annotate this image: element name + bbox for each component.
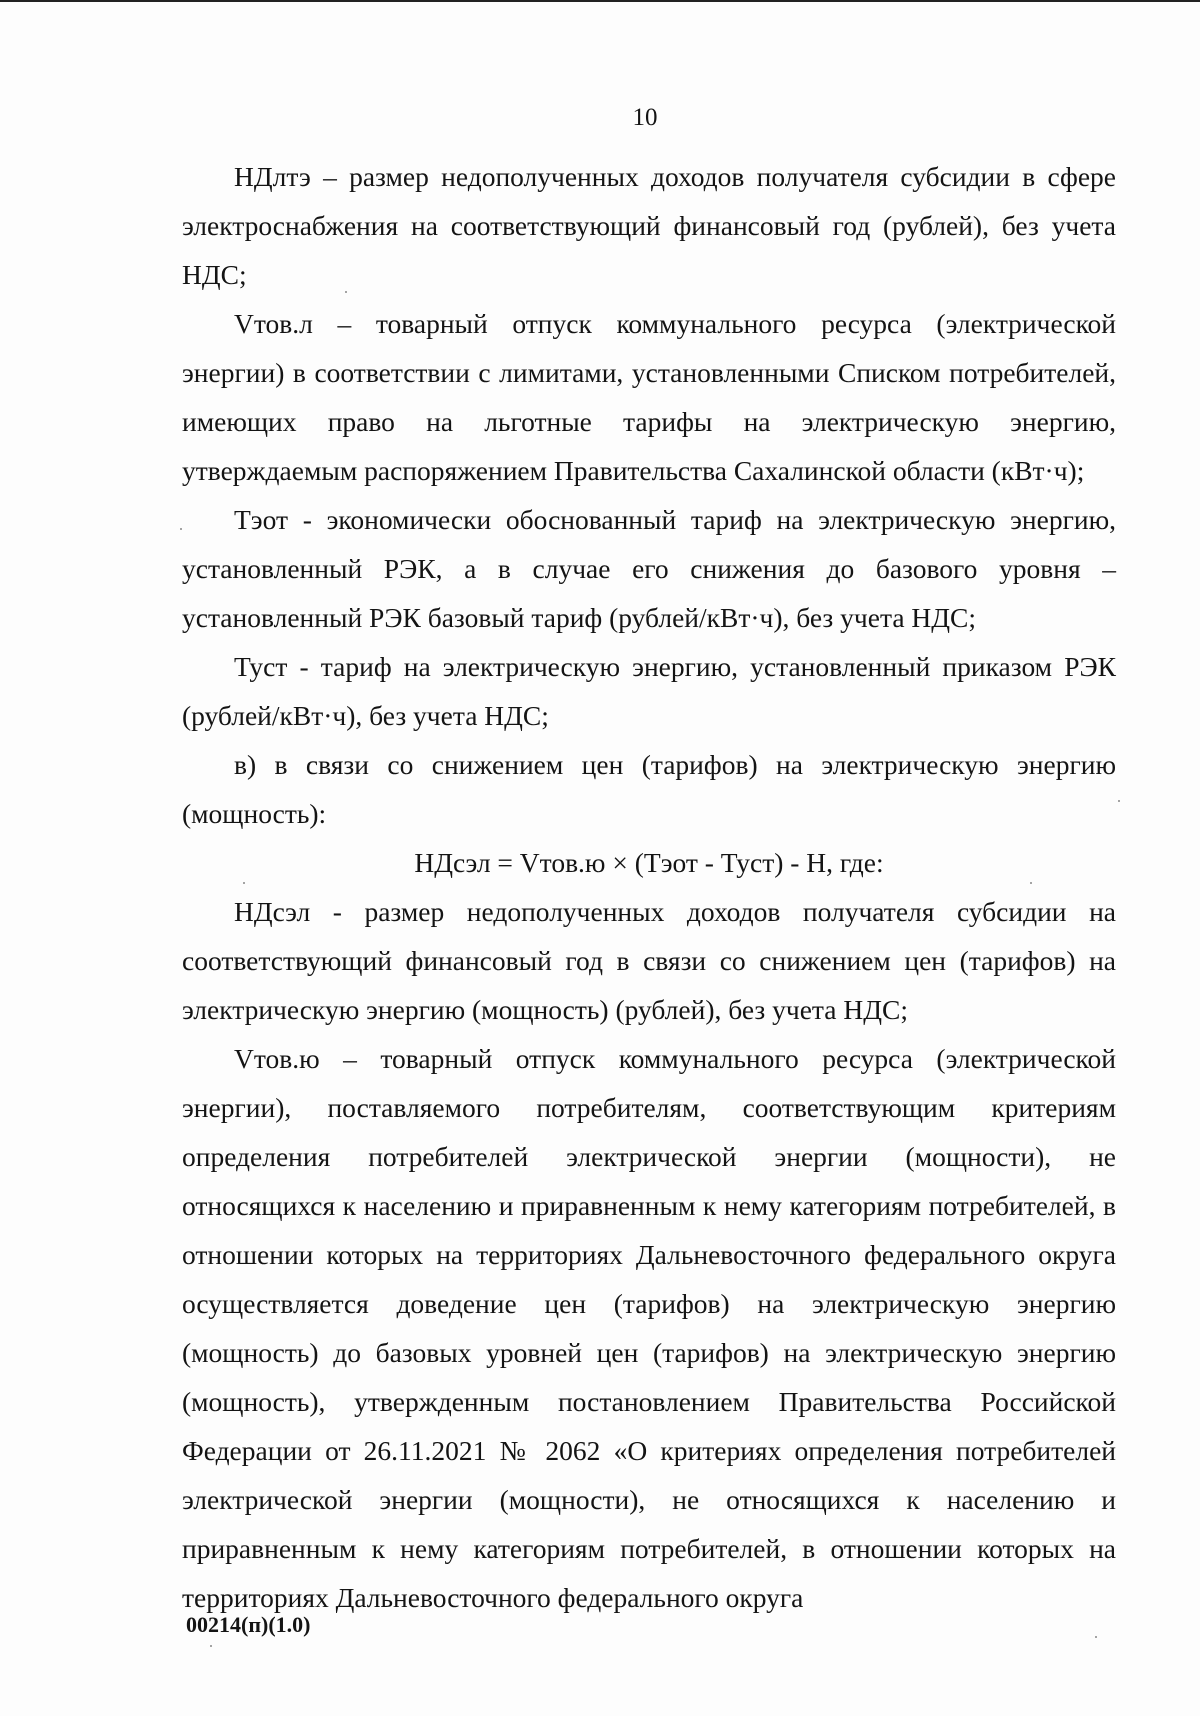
scan-speck xyxy=(180,528,182,530)
scan-speck xyxy=(1030,882,1032,884)
paragraph-teot-definition: Тэот - экономически обоснованный тариф на электрическую энергию, установленный РЭК, а в случае его снижения до базового уровня – установленный РЭК базовый тариф (рублей/кВт·ч), без учета НДС; xyxy=(182,504,1116,633)
paragraph-clause-v: в) в связи со снижением цен (тарифов) на электрическую энергию (мощность): xyxy=(182,749,1116,829)
scan-speck xyxy=(243,882,245,884)
document-code: 00214(п)(1.0) xyxy=(186,1612,311,1637)
paragraph-ndsel-definition: НДсэл - размер недополученных доходов получателя субсидии на соответствующий финансовый год в связи со снижением цен (тарифов) на электрическую энергию (мощность) (рублей), без учета НДС; xyxy=(182,896,1116,1025)
formula-ndsel: НДсэл = Vтов.ю × (Тэот - Туст) - Н, где: xyxy=(414,847,884,878)
scan-speck xyxy=(1095,1636,1097,1638)
paragraph-ndlte-definition: НДлтэ – размер недополученных доходов получателя субсидии в сфере электроснабжения на соответствующий финансовый год (рублей), без учета НДС; xyxy=(182,161,1116,290)
scan-speck xyxy=(210,1645,212,1647)
paragraph-vtov-l-definition: Vтов.л – товарный отпуск коммунального ресурса (электрической энергии) в соответствии с лимитами, установленными Списком потребителей, имеющих право на льготные тарифы на электрическую энергию, утверждаемым распоряжением Правительства Сахалинской области (кВт·ч); xyxy=(182,308,1116,486)
paragraph-tust-definition: Туст - тариф на электрическую энергию, установленный приказом РЭК (рублей/кВт·ч), без учета НДС; xyxy=(182,651,1116,731)
scan-speck xyxy=(345,291,347,293)
paragraph-vtov-yu-definition: Vтов.ю – товарный отпуск коммунального ресурса (электрической энергии), поставляемого потребителям, соответствующим критериям определения потребителей электрической энергии (мощности), не относящихся к населению и приравненным к нему категориям потребителей, в отношении которых на территориях Дальневосточного федерального округа осуществляется доведение цен (тарифов) на электрическую энергию (мощность) до базовых уровней цен (тарифов) на электрическую энергию (мощность), утвержденным постановлением Правительства Российской Федерации от 26.11.2021 № 2062 «О критериях определения потребителей электрической энергии (мощности), не относящихся к населению и приравненным к нему категориям потребителей, в отношении которых на территориях Дальневосточного федерального округа xyxy=(182,1043,1116,1613)
scan-speck xyxy=(1118,800,1120,802)
scan-top-edge xyxy=(0,0,1200,2)
document-body xyxy=(182,152,1116,1622)
page-number: 10 xyxy=(632,104,658,131)
